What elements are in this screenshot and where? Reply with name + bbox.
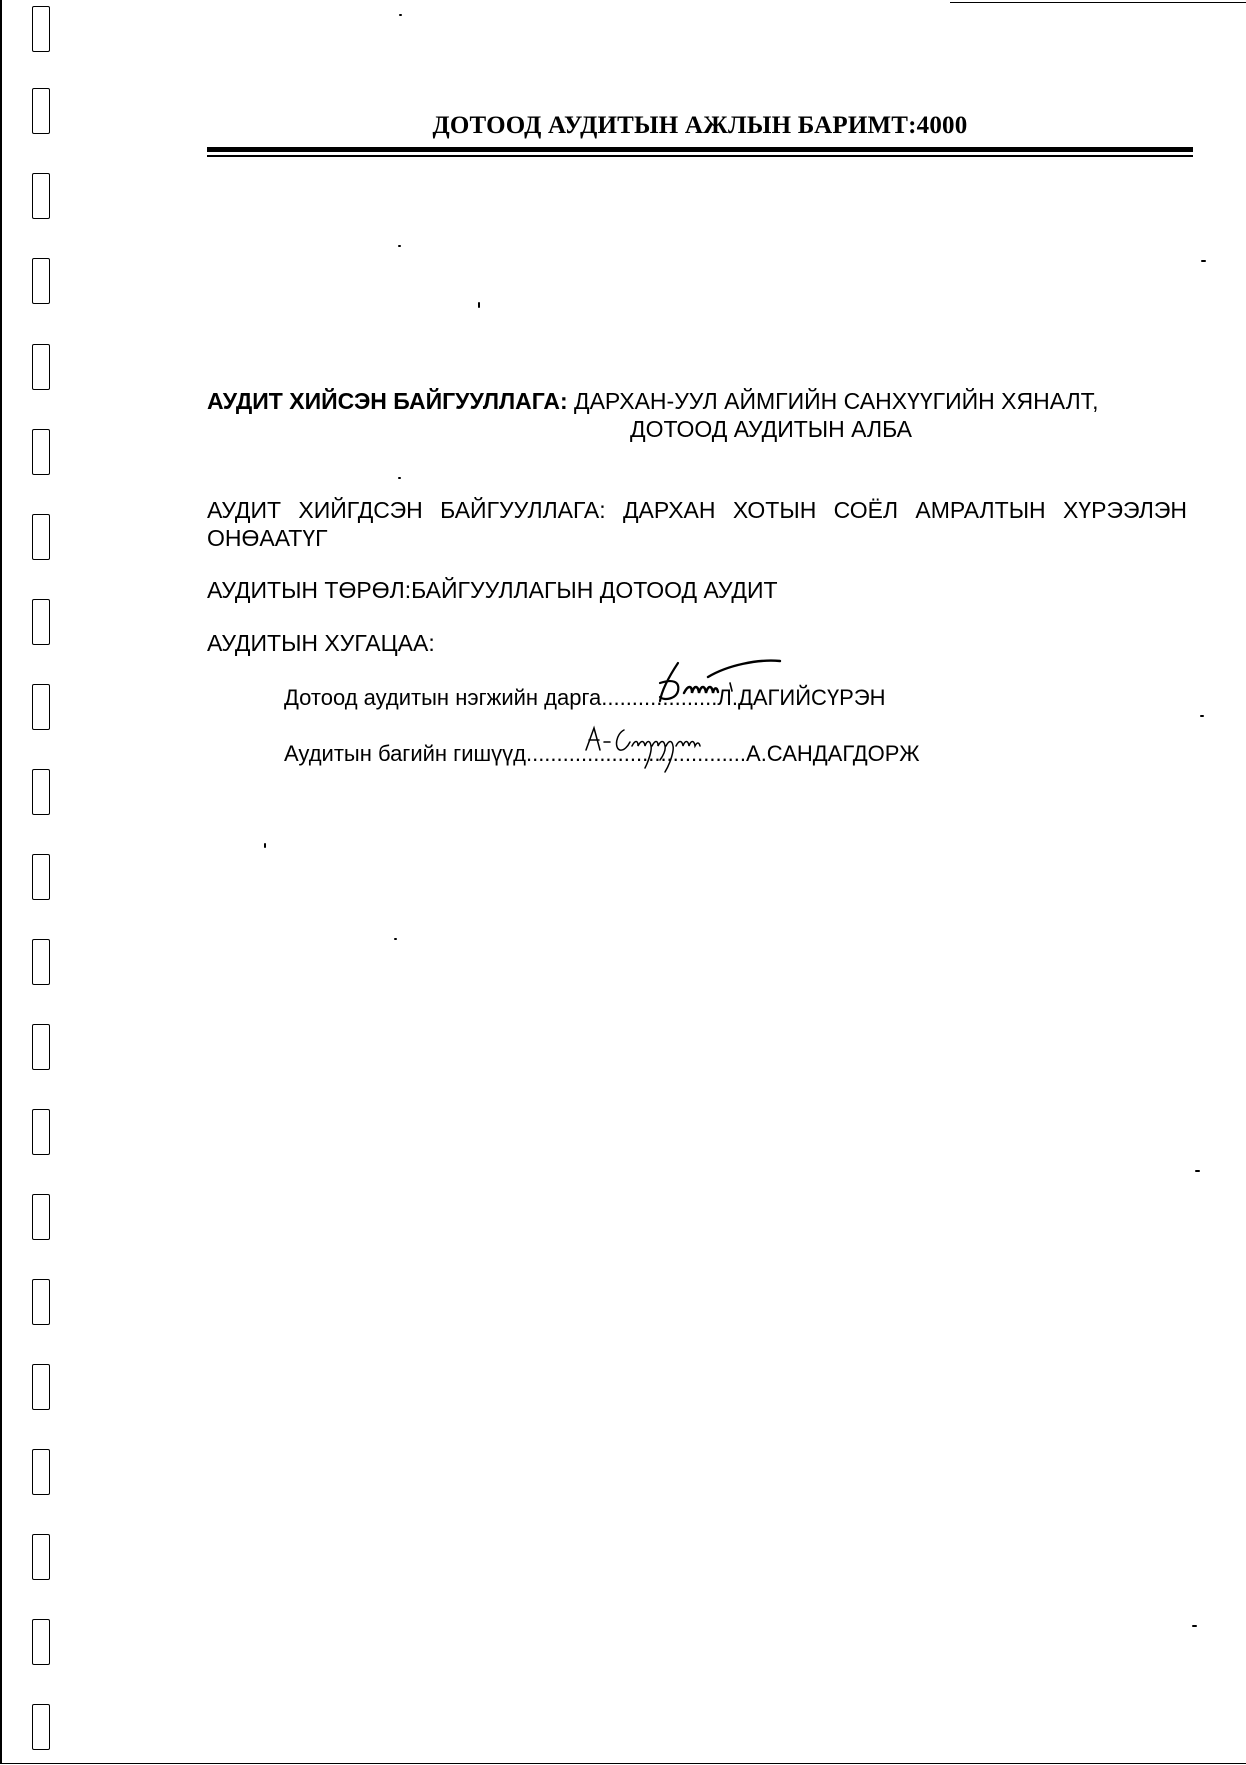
signature-dots: ....................................: [525, 741, 747, 766]
audit-period-label: АУДИТЫН ХУГАЦАА:: [207, 630, 435, 656]
binding-hole: [32, 1534, 50, 1580]
auditor-organization-value-line1: ДАРХАН-УУЛ АЙМГИЙН САНХҮҮГИЙН ХЯНАЛТ,: [567, 388, 1099, 414]
auditor-organization-label: АУДИТ ХИЙСЭН БАЙГУУЛЛАГА:: [207, 388, 568, 414]
binding-hole: [32, 1109, 50, 1155]
binding-hole: [32, 514, 50, 560]
binding-hole: [32, 429, 50, 475]
scan-speck: [398, 245, 401, 247]
binding-hole: [32, 1024, 50, 1070]
signature-role: Дотоод аудитын нэгжийн дарга: [284, 685, 602, 710]
binding-hole: [32, 1194, 50, 1240]
auditor-organization: [207, 387, 1187, 443]
binding-hole: [32, 6, 50, 52]
audit-type: АУДИТЫН ТӨРӨЛ:БАЙГУУЛЛАГЫН ДОТООД АУДИТ: [207, 577, 778, 603]
binding-hole: [32, 684, 50, 730]
binding-hole: [32, 1619, 50, 1665]
binding-hole: [32, 173, 50, 219]
scan-speck: [1195, 1170, 1200, 1172]
binding-hole: [32, 599, 50, 645]
scan-speck: [394, 938, 397, 940]
audited-organization: АУДИТ ХИЙГДСЭН БАЙГУУЛЛАГА: ДАРХАН ХОТЫН СОЁЛ АМРАЛТЫН ХҮРЭЭЛЭН ОНӨААТҮГ: [207, 497, 1187, 551]
binding-hole: [32, 1279, 50, 1325]
binding-holes: [32, 0, 52, 1765]
binding-hole: [32, 258, 50, 304]
signature-dots: ...................: [601, 685, 718, 710]
title-underline-thick: [207, 147, 1193, 152]
binding-hole: [32, 939, 50, 985]
signature-role: Аудитын багийн гишүүд: [284, 741, 526, 766]
auditor-organization-value-line2: ДОТООД АУДИТЫН АЛБА: [630, 416, 913, 442]
binding-hole: [32, 1704, 50, 1750]
scan-speck: [264, 843, 266, 848]
handwritten-signature-member: [580, 720, 730, 782]
signature-row-head: [284, 684, 886, 712]
binding-hole: [32, 1364, 50, 1410]
top-edge-line: [950, 2, 1246, 3]
scan-speck: [1192, 1625, 1197, 1627]
scan-speck: [1200, 715, 1204, 717]
binding-hole: [32, 1449, 50, 1495]
binding-hole: [32, 769, 50, 815]
handwritten-signature-head: [648, 655, 788, 711]
binding-hole: [32, 854, 50, 900]
binding-hole: [32, 344, 50, 390]
scan-speck: [399, 14, 402, 16]
signature-name: А.САНДАГДОРЖ: [746, 741, 920, 766]
binding-hole: [32, 88, 50, 134]
scan-speck: [478, 302, 480, 308]
scan-speck: [398, 477, 401, 479]
signature-name: Л.ДАГИЙСҮРЭН: [717, 685, 886, 710]
title-underline-thin: [207, 155, 1193, 157]
scan-speck: [1201, 260, 1206, 262]
document-title: ДОТООД АУДИТЫН АЖЛЫН БАРИМТ:4000: [432, 112, 968, 139]
